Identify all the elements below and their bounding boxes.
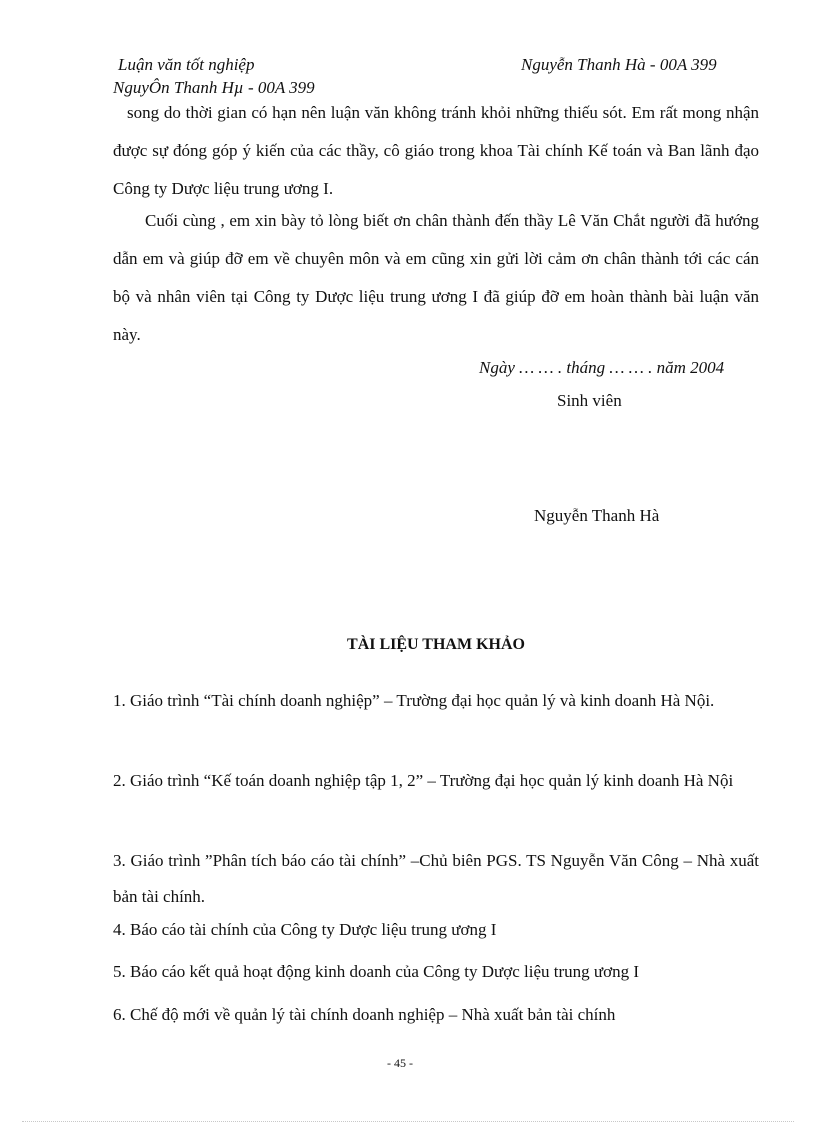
references-title: TÀI LIỆU THAM KHẢO xyxy=(347,636,525,653)
page-bottom-divider xyxy=(22,1121,794,1122)
reference-item-5: 5. Báo cáo kết quả hoạt động kinh doanh của Công ty Dược liệu trung ương I xyxy=(113,962,639,981)
reference-item-4: 4. Báo cáo tài chính của Công ty Dược liệu trung ương I xyxy=(113,920,497,939)
signature-name: Nguyễn Thanh Hà xyxy=(534,506,660,525)
paragraph-thanks: Cuối cùng , em xin bày tỏ lòng biết ơn chân thành đến thầy Lê Văn Chắt người đã hướng dẫn em và giúp đỡ em về chuyên môn và em cũng xin gửi lời cảm ơn chân thành tới các cán bộ và nhân viên tại Công ty Dược liệu trung ương I đã giúp đỡ em hoàn thành bài luận văn này. xyxy=(113,211,759,344)
signature-role: Sinh viên xyxy=(557,391,622,410)
header-author: Nguyễn Thanh Hà - 00A 399 xyxy=(521,55,717,74)
header-author-garbled: NguyÔn Thanh Hµ - 00A 399 xyxy=(113,78,315,97)
reference-item-3: 3. Giáo trình ”Phân tích báo cáo tài chính” –Chủ biên PGS. TS Nguyễn Văn Công – Nhà xuất bản tài chính. xyxy=(113,851,759,906)
header-thesis-label: Luận văn tốt nghiệp xyxy=(118,55,255,74)
signature-date: Ngày … … . tháng … … . năm 2004 xyxy=(479,358,725,377)
page-number: - 45 - xyxy=(387,1056,413,1070)
reference-item-1: 1. Giáo trình “Tài chính doanh nghiệp” – Trường đại học quản lý và kinh doanh Hà Nội. xyxy=(113,691,715,710)
reference-item-2: 2. Giáo trình “Kế toán doanh nghiệp tập 1, 2” – Trường đại học quản lý kinh doanh Hà Nội xyxy=(113,771,734,790)
reference-item-6: 6. Chế độ mới về quản lý tài chính doanh nghiệp – Nhà xuất bản tài chính xyxy=(113,1005,616,1024)
paragraph-apology: song do thời gian có hạn nên luận văn không tránh khỏi những thiếu sót. Em rất mong nhận được sự đóng góp ý kiến của các thầy, cô giáo trong khoa Tài chính Kế toán và Ban lãnh đạo Công ty Dược liệu trung ương I. xyxy=(113,103,759,198)
